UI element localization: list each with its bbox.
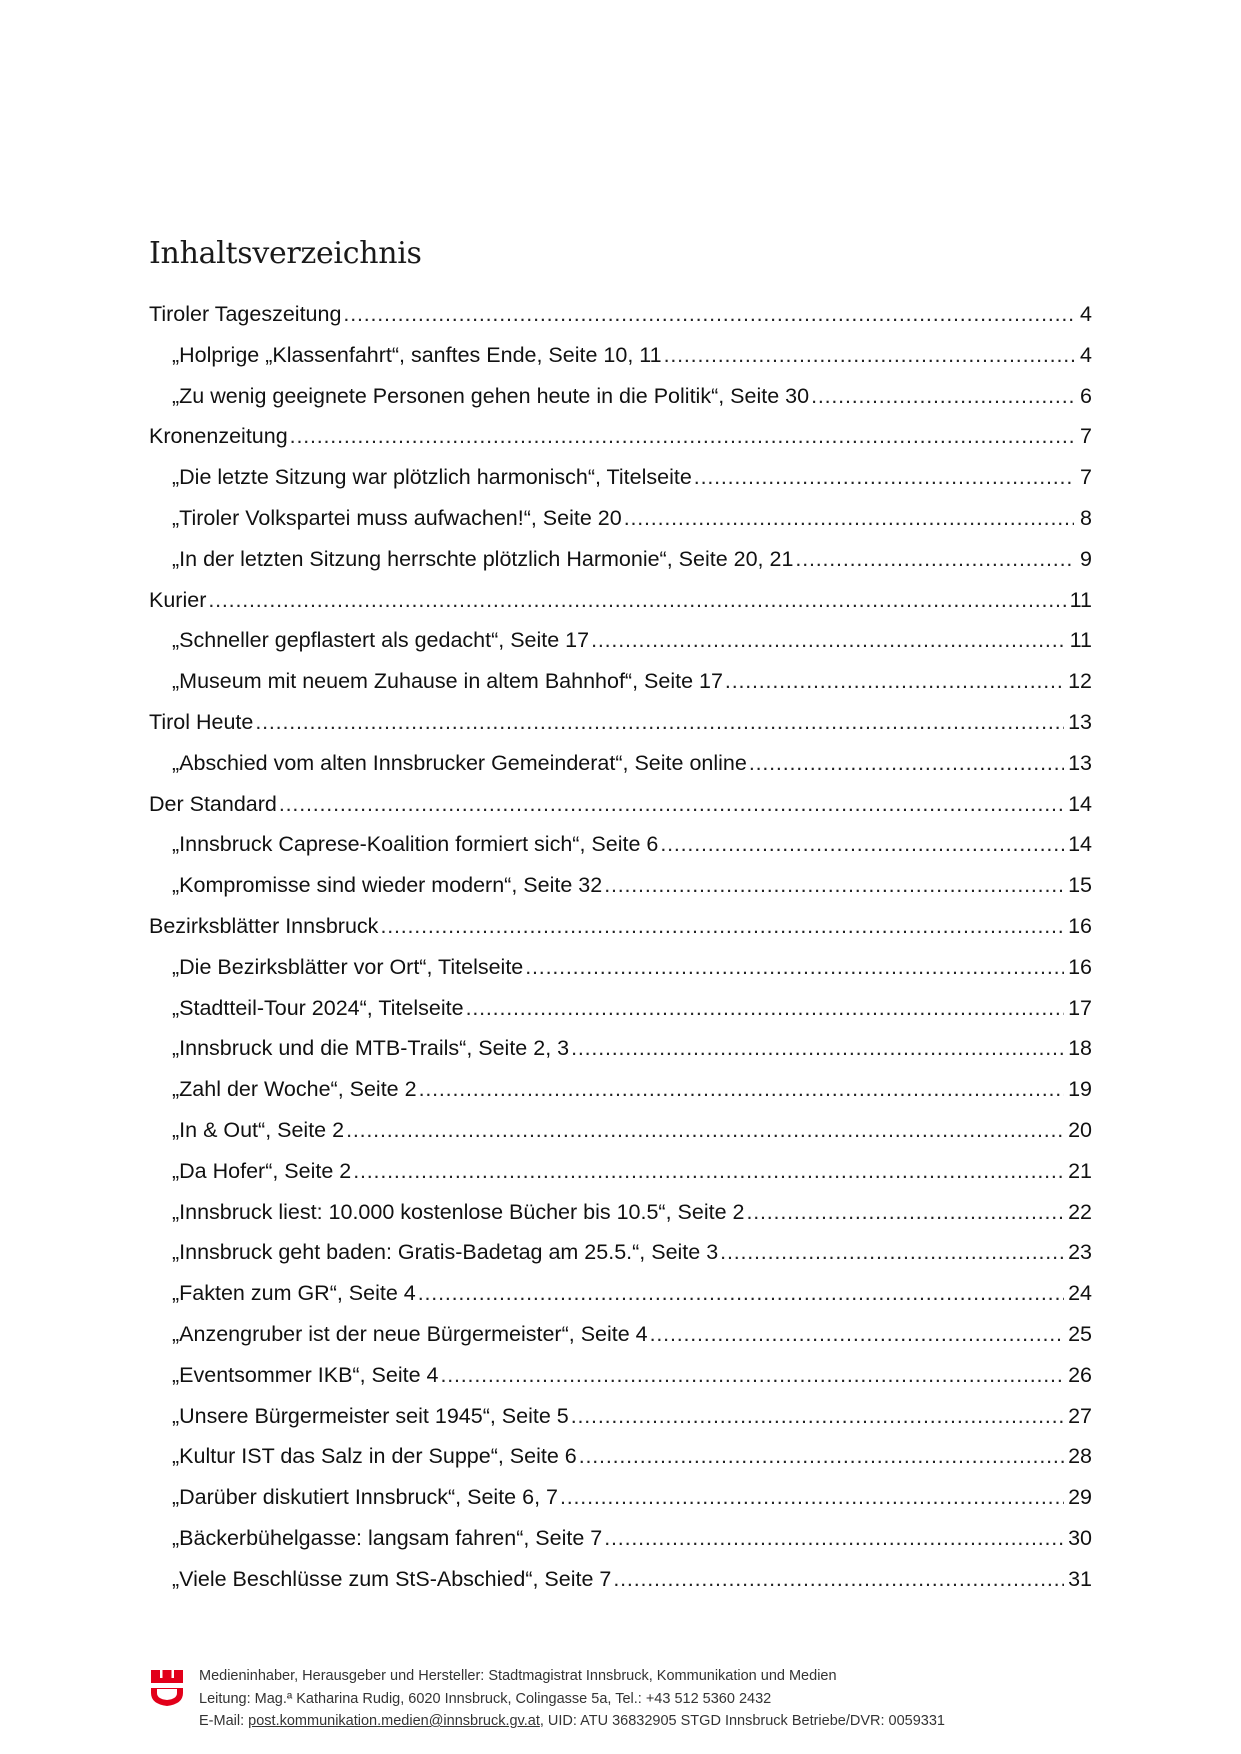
toc-entry-label: „Stadtteil-Tour 2024“, Titelseite [172,995,464,1020]
toc-entry-article[interactable] [149,1526,1092,1567]
toc-entry-label: „Unsere Bürgermeister seit 1945“, Seite 5 [172,1403,569,1428]
toc-entry-label: „Anzengruber ist der neue Bürgermeister“, Seite 4 [172,1321,648,1346]
toc-entry-page-number: 4 [1080,302,1092,326]
toc-entry-article[interactable] [149,1322,1092,1363]
toc-dot-leader [418,1281,1064,1306]
toc-entry-page-number: 18 [1068,1036,1092,1061]
toc-entry-page-number: 24 [1068,1281,1092,1306]
toc-dot-leader [208,588,1065,613]
toc-entry-page-number: 15 [1068,873,1092,898]
toc-dot-leader [749,751,1064,776]
toc-dot-leader [746,1200,1064,1225]
toc-entry-page-number: 28 [1068,1444,1092,1469]
toc-entry-label: Kurier [149,587,207,612]
toc-entry-label: Der Standard [149,791,277,816]
toc-entry-page-number: 14 [1068,791,1092,816]
toc-entry-article[interactable] [149,1404,1092,1445]
toc-entry-page-number: 17 [1068,995,1092,1020]
toc-entry-page-number: 26 [1068,1362,1092,1387]
toc-entry-label: Bezirksblätter Innsbruck [149,913,379,938]
toc-entry-article[interactable] [149,996,1092,1037]
toc-entry-page-number: 27 [1068,1403,1092,1428]
toc-entry-page-number: 19 [1068,1077,1092,1102]
toc-entry-label: „Innsbruck Caprese-Koalition formiert sich“, Seite 6 [172,832,659,857]
toc-entry-page-number: 16 [1068,913,1092,938]
imprint-line-contact [199,1710,945,1733]
toc-entry-page-number: 11 [1069,587,1092,612]
toc-dot-leader [720,1240,1064,1265]
toc-dot-leader [650,1322,1064,1347]
toc-dot-leader [604,1526,1064,1551]
toc-entry-page-number: 9 [1080,546,1092,571]
imprint-line-management: Leitung: Mag.ª Katharina Rudig, 6020 Innsbruck, Colingasse 5a, Tel.: +43 512 5360 2432 [199,1690,772,1707]
toc-dot-leader [694,465,1074,490]
toc-entry-label: Tiroler Tageszeitung [149,302,342,326]
toc-dot-leader [466,996,1064,1021]
toc-entry-label: Tirol Heute [149,709,254,734]
toc-dot-leader [660,832,1064,857]
toc-entry-article[interactable] [149,1159,1092,1200]
toc-entry-page-number: 13 [1068,709,1092,734]
toc-entry-label: „Darüber diskutiert Innsbruck“, Seite 6, 7 [172,1485,558,1510]
toc-dot-leader [811,384,1074,409]
toc-entry-page-number: 31 [1068,1566,1092,1591]
imprint-email-prefix: E-Mail: [199,1713,249,1729]
toc-entry-label: „Bäckerbühelgasse: langsam fahren“, Seite 7 [172,1525,603,1550]
toc-dot-leader [353,1159,1064,1184]
toc-dot-leader [795,547,1074,572]
toc-entry-publication[interactable] [149,302,1092,343]
toc-dot-leader [279,792,1064,817]
toc-entry-label: „Da Hofer“, Seite 2 [172,1158,352,1183]
toc-entry-label: „Kompromisse sind wieder modern“, Seite 32 [172,873,603,898]
toc-entry-article[interactable] [149,1363,1092,1404]
toc-entry-label: Kronenzeitung [149,424,288,449]
toc-entry-publication[interactable] [149,914,1092,955]
toc-entry-publication[interactable] [149,424,1092,465]
toc-entry-article[interactable] [149,343,1092,384]
toc-dot-leader [419,1077,1065,1102]
toc-entry-page-number: 13 [1068,750,1092,775]
toc-entry-article[interactable] [149,628,1092,669]
toc-entry-page-number: 11 [1069,628,1092,653]
toc-entry-label: „Viele Beschlüsse zum StS-Abschied“, Seite 7 [172,1566,612,1591]
toc-entry-article[interactable] [149,547,1092,588]
toc-dot-leader [255,710,1064,735]
toc-entry-publication[interactable] [149,792,1092,833]
toc-dot-leader [343,302,1074,327]
toc-entry-label: „Holprige „Klassenfahrt“, sanftes Ende, Seite 10, 11 [172,342,662,367]
toc-entry-page-number: 20 [1068,1117,1092,1142]
toc-dot-leader [613,1567,1064,1592]
toc-entry-label: „Fakten zum GR“, Seite 4 [172,1281,416,1306]
toc-dot-leader [571,1404,1064,1429]
toc-entry-article[interactable] [149,465,1092,506]
toc-dot-leader [346,1118,1064,1143]
toc-entry-article[interactable] [149,751,1092,792]
innsbruck-logo-icon [150,1668,184,1708]
toc-entry-page-number: 29 [1068,1485,1092,1510]
toc-entry-page-number: 16 [1068,954,1092,979]
toc-dot-leader [591,628,1066,653]
toc-entry-article[interactable] [149,384,1092,425]
toc-entry-label: „In der letzten Sitzung herrschte plötzlich Harmonie“, Seite 20, 21 [172,546,794,571]
imprint-line-publisher: Medieninhaber, Herausgeber und Hersteller: Stadtmagistrat Innsbruck, Kommunikation und Medien [199,1668,837,1684]
toc-entry-article[interactable] [149,669,1092,710]
toc-dot-leader [664,343,1074,368]
toc-entry-label: „Kultur IST das Salz in der Suppe“, Seite 6 [172,1444,577,1469]
toc-entry-article[interactable] [149,873,1092,914]
toc-entry-article[interactable] [149,1485,1092,1526]
toc-entry-page-number: 4 [1080,342,1092,367]
toc-entry-article[interactable] [149,1200,1092,1241]
table-of-contents [149,302,1092,1608]
toc-entry-page-number: 12 [1068,669,1092,694]
toc-entry-label: „Innsbruck geht baden: Gratis-Badetag am 25.5.“, Seite 3 [172,1240,719,1265]
toc-dot-leader [725,669,1064,694]
toc-dot-leader [579,1444,1064,1469]
toc-entry-page-number: 7 [1080,424,1092,449]
toc-entry-page-number: 6 [1080,383,1092,408]
toc-dot-leader [560,1485,1064,1510]
toc-dot-leader [380,914,1064,939]
toc-entry-label: „Schneller gepflastert als gedacht“, Seite 17 [172,628,590,653]
toc-entry-page-number: 22 [1068,1199,1092,1224]
toc-entry-article[interactable] [149,1118,1092,1159]
imprint-ids: , UID: ATU 36832905 STGD Innsbruck Betriebe/DVR: 0059331 [539,1713,945,1729]
toc-entry-publication[interactable] [149,588,1092,629]
toc-entry-page-number: 14 [1068,832,1092,857]
toc-entry-label: „Abschied vom alten Innsbrucker Gemeinderat“, Seite online [172,750,747,775]
toc-entry-article[interactable] [149,506,1092,547]
toc-entry-label: „Eventsommer IKB“, Seite 4 [172,1362,439,1387]
toc-entry-article[interactable] [149,1077,1092,1118]
toc-dot-leader [440,1363,1064,1388]
toc-entry-label: „Die Bezirksblätter vor Ort“, Titelseite [172,954,524,979]
toc-entry-label: „Museum mit neuem Zuhause in altem Bahnhof“, Seite 17 [172,669,723,694]
toc-entry-label: „Zu wenig geeignete Personen gehen heute in die Politik“, Seite 30 [172,383,810,408]
toc-entry-label: „Tiroler Volkspartei muss aufwachen!“, Seite 20 [172,505,622,530]
toc-entry-publication[interactable] [149,710,1092,751]
toc-dot-leader [604,873,1064,898]
toc-dot-leader [525,955,1064,980]
toc-entry-article[interactable] [149,955,1092,996]
toc-entry-article[interactable] [149,1036,1092,1077]
toc-entry-page-number: 21 [1068,1158,1092,1183]
toc-dot-leader [624,506,1074,531]
imprint-text [199,1665,945,1733]
toc-entry-article[interactable] [149,1240,1092,1281]
toc-entry-label: „Innsbruck liest: 10.000 kostenlose Bücher bis 10.5“, Seite 2 [172,1199,745,1224]
toc-entry-page-number: 23 [1068,1240,1092,1265]
toc-entry-article[interactable] [149,1444,1092,1485]
toc-entry-label: „Zahl der Woche“, Seite 2 [172,1077,417,1102]
toc-entry-label: „Die letzte Sitzung war plötzlich harmonisch“, Titelseite [172,465,692,490]
toc-entry-label: „Innsbruck und die MTB-Trails“, Seite 2, 3 [172,1036,570,1061]
toc-entry-page-number: 7 [1080,465,1092,490]
toc-dot-leader [571,1036,1064,1061]
toc-dot-leader [290,424,1074,449]
toc-entry-page-number: 8 [1080,505,1092,530]
toc-entry-page-number: 25 [1068,1321,1092,1346]
email-link[interactable]: post.kommunikation.medien@innsbruck.gv.at [248,1713,540,1729]
toc-title: Inhaltsverzeichnis [149,236,422,271]
toc-entry-article[interactable] [149,1281,1092,1322]
toc-entry-article[interactable] [149,832,1092,873]
toc-entry-page-number: 30 [1068,1525,1092,1550]
toc-entry-label: „In & Out“, Seite 2 [172,1117,345,1142]
toc-entry-article[interactable] [149,1567,1092,1608]
